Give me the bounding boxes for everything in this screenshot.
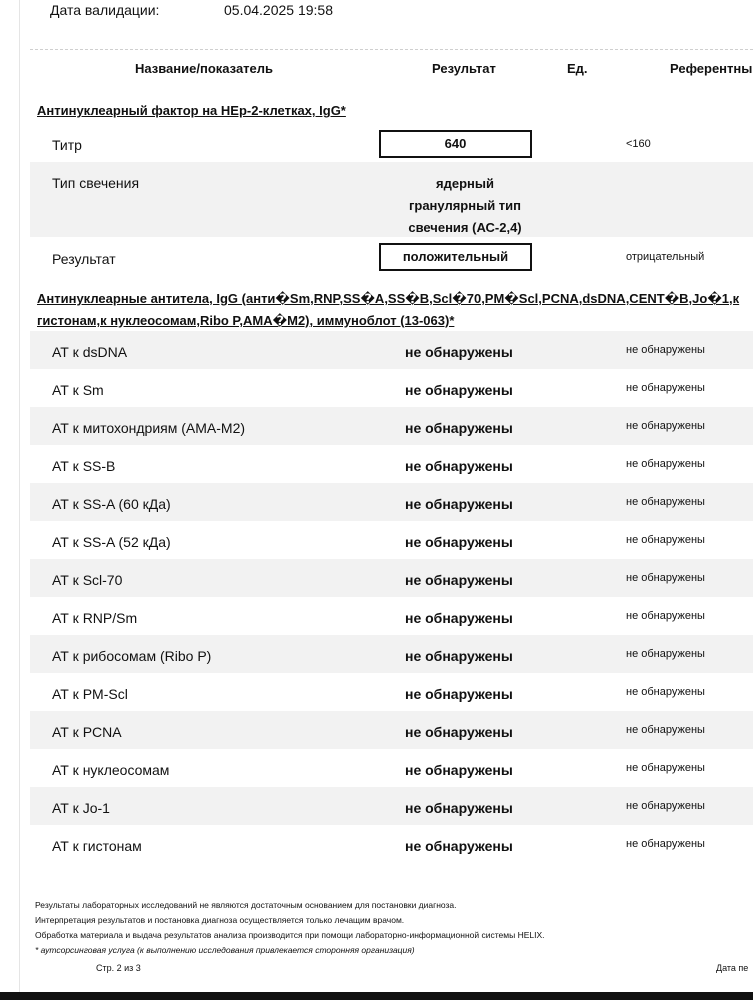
immunoblot-row-reference: не обнаружены — [626, 344, 705, 356]
row-glow-type-result — [390, 173, 540, 239]
immunoblot-row-name: АТ к митохондриям (АМА-М2) — [52, 420, 246, 436]
immunoblot-row-result: не обнаружены — [405, 762, 513, 778]
footnote-3: Обработка материала и выдача результатов анализа производится при помощи лабораторно-информационной системы HELIX. — [35, 930, 545, 940]
immunoblot-row-result: не обнаружены — [405, 648, 513, 664]
immunoblot-row-result: не обнаружены — [405, 458, 513, 474]
immunoblot-row-reference: не обнаружены — [626, 610, 705, 622]
immunoblot-row-reference: не обнаружены — [626, 686, 705, 698]
row-result-reference: отрицательный — [626, 251, 705, 263]
immunoblot-row-result: не обнаружены — [405, 534, 513, 550]
column-header-reference: Референтны — [670, 61, 753, 76]
immunoblot-row-reference: не обнаружены — [626, 648, 705, 660]
immunoblot-row-reference: не обнаружены — [626, 572, 705, 584]
row-result-box — [379, 243, 532, 271]
footnote-1: Результаты лабораторных исследований не являются достаточным основанием для постановки диагноза. — [35, 900, 457, 910]
section-ana-hep2-title: Антинуклеарный фактор на HEp-2-клетках, IgG* — [37, 103, 346, 118]
immunoblot-row-name: АТ к гистонам — [52, 838, 142, 854]
immunoblot-row-reference: не обнаружены — [626, 838, 705, 850]
immunoblot-row-name: АТ к RNP/Sm — [52, 610, 138, 626]
immunoblot-row-result: не обнаружены — [405, 572, 513, 588]
immunoblot-row-name: АТ к Sm — [52, 382, 104, 398]
immunoblot-row-result: не обнаружены — [405, 420, 513, 436]
glow-type-line-1: ядерный — [436, 176, 494, 191]
glow-type-line-2: гранулярный тип — [408, 198, 522, 213]
immunoblot-row-name: АТ к SS-A (60 кДа) — [52, 496, 171, 512]
immunoblot-row-name: АТ к нуклеосомам — [52, 762, 170, 778]
immunoblot-row-result: не обнаружены — [405, 838, 513, 854]
immunoblot-row-reference: не обнаружены — [626, 382, 705, 394]
row-titer-result-box — [379, 130, 532, 158]
immunoblot-row-result: не обнаружены — [405, 496, 513, 512]
page-edge — [0, 0, 20, 1000]
footnote-outsourcing: * аутсорсинговая услуга (к выполнению исследования привлекается сторонняя организация) — [35, 945, 415, 955]
bottom-edge — [0, 992, 753, 1000]
immunoblot-row-reference: не обнаружены — [626, 458, 705, 470]
footnote-2: Интерпретация результатов и постановка диагноза осуществляется только лечащим врачом. — [35, 915, 405, 925]
immunoblot-row-result: не обнаружены — [405, 344, 513, 360]
immunoblot-row-result: не обнаружены — [405, 610, 513, 626]
section-ana-immunoblot-title-line2: гистонам,к нуклеосомам,Ribo P,AMA�M2), иммуноблот (13-063)* — [37, 313, 455, 328]
footer-print-date-label: Дата пе — [716, 963, 749, 973]
row-titer-result: 640 — [444, 136, 467, 151]
header-divider — [30, 49, 753, 50]
column-header-unit: Ед. — [567, 61, 588, 76]
immunoblot-row-result: не обнаружены — [405, 382, 513, 398]
immunoblot-row-reference: не обнаружены — [626, 420, 705, 432]
immunoblot-row-reference: не обнаружены — [626, 496, 705, 508]
immunoblot-row-name: АТ к PCNA — [52, 724, 122, 740]
immunoblot-row-name: АТ к Scl-70 — [52, 572, 123, 588]
column-header-result: Результат — [432, 61, 496, 76]
validation-date-value: 05.04.2025 19:58 — [224, 2, 333, 18]
row-result-name: Результат — [52, 251, 116, 267]
section-ana-immunoblot-title-line1: Антинуклеарные антитела, IgG (анти�Sm,RNP,SS�A,SS�B,Scl�70,PM�Scl,PCNA,dsDNA,CENT�B,Jo�1,к — [37, 291, 740, 306]
validation-date-label: Дата валидации: — [50, 2, 160, 18]
immunoblot-row-reference: не обнаружены — [626, 534, 705, 546]
immunoblot-row-name: АТ к SS-B — [52, 458, 116, 474]
immunoblot-row-result: не обнаружены — [405, 686, 513, 702]
immunoblot-row-result: не обнаружены — [405, 800, 513, 816]
immunoblot-row-reference: не обнаружены — [626, 762, 705, 774]
immunoblot-row-name: АТ к dsDNA — [52, 344, 128, 360]
row-glow-type-name: Тип свечения — [52, 175, 140, 191]
immunoblot-row-name: АТ к SS-A (52 кДа) — [52, 534, 171, 550]
row-result-value: положительный — [402, 249, 509, 264]
immunoblot-row-name: АТ к Jo-1 — [52, 800, 110, 816]
immunoblot-row-reference: не обнаружены — [626, 800, 705, 812]
row-titer-reference: <160 — [626, 138, 651, 150]
immunoblot-row-reference: не обнаружены — [626, 724, 705, 736]
glow-type-line-3: свечения (АС-2,4) — [408, 220, 522, 235]
column-header-name: Название/показатель — [135, 61, 274, 76]
row-titer-name: Титр — [52, 137, 82, 153]
page-number: Стр. 2 из 3 — [96, 963, 141, 973]
immunoblot-row-name: АТ к рибосомам (Ribo P) — [52, 648, 212, 664]
immunoblot-row-name: АТ к PM-Scl — [52, 686, 128, 702]
immunoblot-row-result: не обнаружены — [405, 724, 513, 740]
